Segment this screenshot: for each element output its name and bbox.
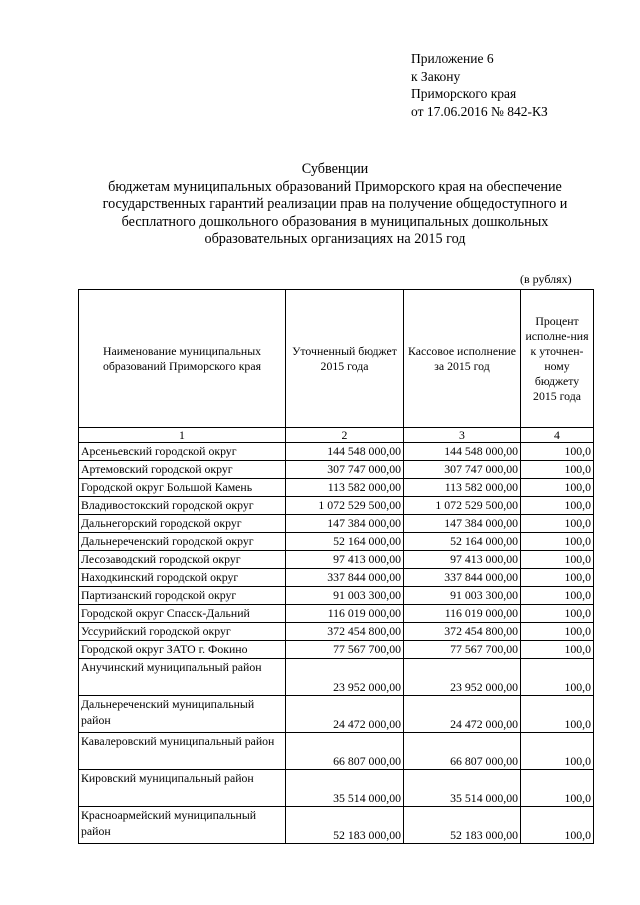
budget-cell: 372 454 800,00 [286, 623, 404, 641]
document-title [70, 161, 600, 249]
table-row [79, 461, 594, 479]
table-row [79, 733, 594, 770]
municipality-cell: Кировский муниципальный район [79, 770, 286, 807]
appendix-line: от 17.06.2016 № 842-КЗ [411, 103, 548, 119]
execution-cell: 52 183 000,00 [404, 807, 521, 844]
table-row [79, 569, 594, 587]
budget-cell: 77 567 700,00 [286, 641, 404, 659]
budget-cell: 91 003 300,00 [286, 587, 404, 605]
percent-cell: 100,0 [521, 443, 594, 461]
execution-cell: 144 548 000,00 [404, 443, 521, 461]
title-line: бюджетам муниципальных образований Приморского края на обеспечение [108, 178, 562, 195]
execution-cell: 147 384 000,00 [404, 515, 521, 533]
table-row [79, 623, 594, 641]
budget-cell: 35 514 000,00 [286, 770, 404, 807]
municipality-cell: Артемовский городской округ [79, 461, 286, 479]
column-number-row [79, 428, 594, 443]
percent-cell: 100,0 [521, 641, 594, 659]
table-row [79, 479, 594, 497]
budget-cell: 144 548 000,00 [286, 443, 404, 461]
municipality-cell: Дальнегорский городской округ [79, 515, 286, 533]
municipality-cell: Городской округ Спасск-Дальний [79, 605, 286, 623]
budget-cell: 113 582 000,00 [286, 479, 404, 497]
percent-cell: 100,0 [521, 623, 594, 641]
column-number: 3 [404, 428, 521, 443]
percent-cell: 100,0 [521, 605, 594, 623]
municipality-cell: Арсеньевский городской округ [79, 443, 286, 461]
table-row [79, 497, 594, 515]
execution-cell: 1 072 529 500,00 [404, 497, 521, 515]
table-row [79, 659, 594, 696]
execution-cell: 35 514 000,00 [404, 770, 521, 807]
table-row [79, 641, 594, 659]
execution-cell: 24 472 000,00 [404, 696, 521, 733]
appendix-header [411, 50, 548, 120]
budget-cell: 307 747 000,00 [286, 461, 404, 479]
table-row [79, 533, 594, 551]
budget-cell: 337 844 000,00 [286, 569, 404, 587]
execution-cell: 66 807 000,00 [404, 733, 521, 770]
subventions-table [78, 289, 594, 844]
municipality-cell: Уссурийский городской округ [79, 623, 286, 641]
budget-cell: 52 164 000,00 [286, 533, 404, 551]
execution-cell: 52 164 000,00 [404, 533, 521, 551]
municipality-cell: Дальнереченский муниципальный район [79, 696, 286, 733]
column-number: 2 [286, 428, 404, 443]
execution-cell: 97 413 000,00 [404, 551, 521, 569]
table-row [79, 443, 594, 461]
table-row [79, 605, 594, 623]
execution-cell: 91 003 300,00 [404, 587, 521, 605]
municipality-cell: Владивостокский городской округ [79, 497, 286, 515]
municipality-cell: Красноармейский муниципальный район [79, 807, 286, 844]
percent-cell: 100,0 [521, 479, 594, 497]
municipality-cell: Городской округ ЗАТО г. Фокино [79, 641, 286, 659]
title-line: образовательных организациях на 2015 год [204, 231, 466, 247]
budget-cell: 66 807 000,00 [286, 733, 404, 770]
percent-cell: 100,0 [521, 461, 594, 479]
execution-cell: 113 582 000,00 [404, 479, 521, 497]
appendix-line: Приложение 6 [411, 51, 494, 66]
appendix-line: Приморского края [411, 86, 517, 101]
percent-cell: 100,0 [521, 696, 594, 733]
percent-cell: 100,0 [521, 515, 594, 533]
table-row [79, 696, 594, 733]
header-percent: Процент исполне-ния к уточнен-ному бюджету 2015 года [521, 290, 594, 428]
table-row [79, 515, 594, 533]
table-row [79, 807, 594, 844]
percent-cell: 100,0 [521, 807, 594, 844]
municipality-cell: Партизанский городской округ [79, 587, 286, 605]
budget-cell: 23 952 000,00 [286, 659, 404, 696]
budget-cell: 116 019 000,00 [286, 605, 404, 623]
header-execution: Кассовое исполнение за 2015 год [404, 290, 521, 428]
percent-cell: 100,0 [521, 569, 594, 587]
execution-cell: 116 019 000,00 [404, 605, 521, 623]
appendix-line: к Закону [411, 68, 461, 84]
percent-cell: 100,0 [521, 587, 594, 605]
execution-cell: 372 454 800,00 [404, 623, 521, 641]
budget-cell: 52 183 000,00 [286, 807, 404, 844]
percent-cell: 100,0 [521, 497, 594, 515]
execution-cell: 337 844 000,00 [404, 569, 521, 587]
municipality-cell: Лесозаводский городской округ [79, 551, 286, 569]
table-row [79, 551, 594, 569]
execution-cell: 307 747 000,00 [404, 461, 521, 479]
municipality-cell: Анучинский муниципальный район [79, 659, 286, 696]
percent-cell: 100,0 [521, 659, 594, 696]
header-municipality: Наименование муниципальных образований Приморского края [79, 290, 286, 428]
execution-cell: 77 567 700,00 [404, 641, 521, 659]
percent-cell: 100,0 [521, 551, 594, 569]
municipality-cell: Находкинский городской округ [79, 569, 286, 587]
budget-cell: 147 384 000,00 [286, 515, 404, 533]
title-line: Субвенции [301, 161, 369, 177]
municipality-cell: Кавалеровский муниципальный район [79, 733, 286, 770]
table-row [79, 770, 594, 807]
percent-cell: 100,0 [521, 733, 594, 770]
column-number: 4 [521, 428, 594, 443]
title-line: бесплатного дошкольного образования в муниципальных дошкольных [121, 213, 549, 230]
table-row [79, 587, 594, 605]
municipality-cell: Городской округ Большой Камень [79, 479, 286, 497]
municipality-cell: Дальнереченский городской округ [79, 533, 286, 551]
budget-cell: 97 413 000,00 [286, 551, 404, 569]
budget-cell: 1 072 529 500,00 [286, 497, 404, 515]
budget-cell: 24 472 000,00 [286, 696, 404, 733]
title-line: государственных гарантий реализации прав на получение общедоступного и [102, 196, 568, 212]
table-header-row [79, 290, 594, 428]
unit-note: (в рублях) [520, 272, 572, 286]
execution-cell: 23 952 000,00 [404, 659, 521, 696]
column-number: 1 [79, 428, 286, 443]
percent-cell: 100,0 [521, 533, 594, 551]
header-budget: Уточненный бюджет 2015 года [286, 290, 404, 428]
percent-cell: 100,0 [521, 770, 594, 807]
